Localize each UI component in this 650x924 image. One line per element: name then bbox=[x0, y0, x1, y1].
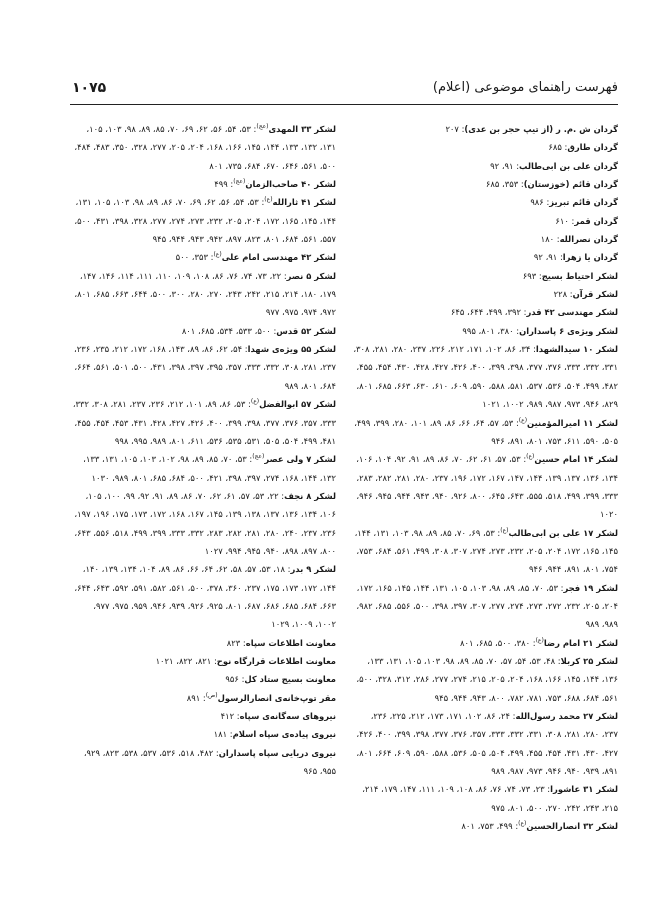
index-entry bbox=[70, 487, 336, 560]
entry-page-refs: ۴۸۲، ۵۱۸، ۵۳۶، ۵۳۷، ۵۳۸، ۸۲۳، ۹۲۹، ۹۵۵، ۹۶۵ bbox=[83, 747, 336, 777]
entry-page-refs: ۵۰۰، ۵۳۳، ۵۳۴، ۶۸۵، ۸۰۱ bbox=[181, 325, 271, 336]
header-rule bbox=[70, 104, 618, 105]
entry-name: معاونت اطلاعات قرارگاه نوح bbox=[216, 655, 336, 666]
page-header bbox=[70, 76, 618, 102]
entry-name: لشکر ۵۷ ابوالفضل bbox=[259, 399, 336, 410]
entry-separator: : bbox=[242, 344, 248, 355]
index-entry bbox=[352, 120, 618, 138]
entry-name: لشکر ۲۷ محمد رسول‌الله bbox=[515, 711, 618, 721]
index-entry bbox=[352, 414, 618, 451]
index-entry bbox=[352, 175, 618, 193]
entry-name: لشکر ویژه‌ی ۶ پاسداران bbox=[519, 325, 618, 336]
entry-separator: : bbox=[543, 197, 550, 208]
index-entry bbox=[70, 634, 336, 652]
index-entry bbox=[352, 340, 618, 413]
entry-separator: : bbox=[518, 179, 524, 190]
entry-page-refs: ۶۹۳ bbox=[522, 270, 537, 281]
entry-page-refs: ۱۸۰ bbox=[540, 234, 555, 245]
entry-honorific: (ع) bbox=[213, 251, 222, 259]
entry-page-refs: ۲۰۷ bbox=[445, 124, 459, 134]
running-title: فهرست راهنمای موضوعی (اعلام) bbox=[432, 80, 618, 95]
entry-name: لشکر ۲۵ کربلا bbox=[560, 655, 618, 666]
entry-separator: : bbox=[227, 179, 234, 190]
index-entry bbox=[352, 267, 618, 285]
entry-name: لشکر ۵۵ ویژه‌ی شهدا bbox=[247, 344, 336, 355]
index-entry bbox=[70, 340, 336, 395]
entry-name: نیروی دریایی سپاه پاسداران bbox=[218, 747, 336, 758]
entry-separator: : bbox=[561, 142, 568, 153]
entry-honorific: (ع) bbox=[250, 398, 260, 406]
entry-name: معاونت بسیج ستاد کل bbox=[244, 674, 336, 685]
entry-name: لشکر ۱۴ امام حسین bbox=[534, 454, 618, 465]
entry-separator: : bbox=[557, 582, 564, 593]
index-entry bbox=[352, 157, 618, 175]
entry-separator: : bbox=[234, 711, 240, 721]
index-entry bbox=[352, 817, 618, 835]
entry-name: گردان قائم تبریز bbox=[549, 197, 618, 208]
index-entry bbox=[352, 285, 618, 303]
entry-separator: : bbox=[281, 270, 287, 281]
entry-name: گردان نصرالله bbox=[559, 234, 618, 245]
entry-name: لشکر ۲۱ امام رضا bbox=[543, 637, 618, 648]
index-entry bbox=[352, 138, 618, 156]
entry-name: لشکر ۴۱ ثارالله bbox=[272, 197, 336, 208]
entry-separator: : bbox=[520, 307, 527, 318]
entry-name: لشکر ۴۰ صاحب‌الزمان bbox=[245, 179, 336, 190]
entry-separator: : bbox=[513, 325, 520, 336]
entry-separator: : bbox=[458, 124, 465, 134]
entry-page-refs: ۱۸۱ bbox=[213, 729, 228, 740]
index-entry bbox=[352, 707, 618, 780]
entry-page-refs: ۲۲۸ bbox=[553, 289, 568, 300]
entry-name: گردان طارق bbox=[567, 142, 618, 153]
entry-name: لشکر احتیاط بسیج bbox=[541, 270, 618, 281]
entry-honorific: (ص) bbox=[205, 691, 218, 699]
entry-honorific: (ع) bbox=[500, 526, 509, 534]
entry-name: گردان قمر bbox=[574, 215, 618, 226]
entry-name: لشکر ۹ بدر bbox=[290, 564, 336, 575]
entry-name: نیروهای سه‌گانه‌ی سپاه bbox=[239, 711, 336, 721]
entry-page-refs: ۴۱۲ bbox=[220, 711, 235, 721]
entry-page-refs: ۵۳، ۵۴، ۵۶، ۶۲، ۶۹، ۷۰، ۸۶، ۸۹، ۹۸، ۱۰۳، ۱۰۵، ۱۳۱، ۱۴۴، ۱۴۵، ۱۶۵، ۱۷۲، ۲۰۴، ۲۰۵، ۲۳۲، ۲۷۳، ۲۷۴، ۲۷۷، ۳۲۸، ۳۹۸، ۴۳۱، ۵۰۰، ۵۵۷، ۵۶۱، ۶۸۴، ۸۰۱، ۸۲۳، ۸۹۷، ۹۴۲، ۹۴۳، ۹۴۴، ۹۴۵ bbox=[74, 197, 336, 245]
index-entry bbox=[70, 267, 336, 322]
index-entry bbox=[352, 579, 618, 634]
entry-separator: : bbox=[200, 692, 206, 703]
entry-name: لشکر ۵۲ قدس bbox=[276, 325, 336, 336]
entry-separator: : bbox=[270, 325, 277, 336]
entry-page-refs: ۲۴، ۸۶، ۱۰۲، ۱۷۱، ۱۷۳، ۲۱۲، ۲۲۵، ۲۳۶، ۲۳۷، ۲۸۰، ۲۸۱، ۳۰۸، ۳۳۱، ۳۳۲، ۳۳۳، ۳۵۷، ۳۷۶، ۳۷۷، ۳۹۸، ۳۹۹، ۴۰۰، ۴۲۶، ۴۲۷، ۴۳۰، ۴۳۱، ۴۵۴، ۴۵۵، ۴۹۹، ۵۰۴، ۵۰۵، ۵۳۶، ۵۸۸، ۵۹۰، ۶۰۹، ۶۶۴، ۸۰۱، ۸۹۱، ۹۳۹، ۹۴۰، ۹۴۶، ۹۷۳، ۹۸۷، ۹۸۹ bbox=[356, 711, 618, 777]
entry-separator: : bbox=[520, 454, 527, 465]
index-entry bbox=[352, 193, 618, 211]
entry-page-refs: ۵۳، ۵۷، ۶۴، ۶۶، ۸۶، ۸۹، ۱۰۱، ۲۸۰، ۳۹۹، ۴۹۹، ۵۰۵، ۵۹۰، ۶۱۱، ۷۵۳، ۸۰۱، ۸۹۱، ۹۴۶ bbox=[354, 417, 618, 446]
index-entry bbox=[352, 652, 618, 707]
entry-page-refs: ۵۳، ۸۶، ۸۹، ۱۰۱، ۲۱۲، ۲۳۶، ۲۳۷، ۲۸۱، ۳۰۸، ۳۳۲، ۳۳۳، ۳۵۷، ۳۷۶، ۳۷۷، ۳۹۸، ۳۹۹، ۴۰۰، ۴۲۶، ۴۲۷، ۴۲۸، ۴۳۱، ۴۵۳، ۴۵۴، ۴۵۵، ۴۸۱، ۴۹۹، ۵۰۴، ۵۰۵، ۵۳۱، ۵۳۵، ۵۳۶، ۶۱۱، ۸۰۱، ۹۸۹، ۹۹۵، ۹۹۸ bbox=[72, 399, 336, 446]
index-entry bbox=[352, 322, 618, 340]
entry-page-refs: ۴۸، ۵۳، ۵۴، ۵۷، ۷۰، ۸۵، ۸۹، ۹۸، ۱۰۳، ۱۰۵، ۱۳۱، ۱۳۳، ۱۳۶، ۱۴۴، ۱۴۵، ۱۶۶، ۱۶۸، ۲۰۴، ۲۰۵، ۲۱۵، ۲۷۴، ۲۷۷، ۲۸۶، ۳۱۲، ۳۲۸، ۵۰۰، ۵۶۱، ۶۸۴، ۶۸۸، ۷۵۳، ۷۸۱، ۷۸۲، ۸۰۰، ۹۴۳، ۹۴۴، ۹۴۵ bbox=[356, 655, 618, 703]
entry-name: لشکر ۴۲ مهندسی امام علی bbox=[221, 252, 336, 263]
index-entry bbox=[70, 652, 336, 670]
entry-separator: : bbox=[284, 564, 291, 575]
entry-separator: : bbox=[555, 655, 561, 666]
entry-separator: : bbox=[494, 527, 501, 538]
index-entry bbox=[352, 303, 618, 321]
entry-separator: : bbox=[227, 729, 233, 740]
index-entry bbox=[352, 248, 618, 266]
entry-page-refs: ۳۸۰، ۵۰۰، ۶۸۵، ۸۰۱ bbox=[459, 637, 531, 648]
entry-separator: : bbox=[510, 711, 516, 721]
entry-separator: : bbox=[512, 821, 519, 832]
entry-name: لشکر مهندسی ۴۲ قدر bbox=[526, 307, 618, 318]
entry-separator: : bbox=[544, 784, 551, 795]
entry-separator: : bbox=[207, 252, 214, 263]
entry-page-refs: ۲۲، ۷۳، ۷۴، ۷۶، ۸۶، ۱۰۸، ۱۰۹، ۱۱۰، ۱۱۱، ۱۱۴، ۱۴۶، ۱۴۷، ۱۷۹، ۱۸۰، ۲۱۴، ۲۱۵، ۲۴۲، ۲۴۳، ۲۷۰، ۲۸۰، ۳۰۰، ۵۰۰، ۶۴۴، ۶۶۳، ۶۸۵، ۸۰۱، ۹۷۲، ۹۷۴، ۹۷۵، ۹۷۷ bbox=[74, 270, 336, 318]
entry-separator: : bbox=[213, 747, 219, 758]
entry-separator: : bbox=[258, 197, 265, 208]
entry-page-refs: ۴۹۹ bbox=[214, 179, 228, 190]
entry-page-refs: ۹۸۶ bbox=[530, 197, 544, 208]
index-entry bbox=[70, 689, 336, 707]
entry-separator: : bbox=[557, 252, 563, 263]
entry-name: لشکر ۳۳ المهدی bbox=[268, 124, 336, 134]
entry-page-refs: ۵۳، ۷۰، ۸۵، ۸۹، ۹۸، ۱۰۳، ۱۰۵، ۱۳۱، ۱۴۴، ۱۴۵، ۱۶۵، ۱۷۲، ۲۰۴، ۲۰۵، ۲۳۲، ۲۷۲، ۲۷۳، ۲۷۴، ۲۷۷، ۳۰۷، ۳۹۷، ۳۹۸، ۵۰۰، ۵۵۶، ۶۸۵، ۹۸۲، ۹۸۹، ۹۸۹ bbox=[356, 582, 618, 630]
index-entry bbox=[70, 248, 336, 266]
entry-honorific: (ع) bbox=[264, 196, 273, 204]
entry-honorific: (ع) bbox=[526, 453, 535, 461]
index-entry bbox=[352, 634, 618, 652]
entry-name: مقر توپ‌خانه‌ی انصارالرسول bbox=[217, 692, 336, 703]
entry-name: لشکر ۱۹ فجر bbox=[563, 582, 618, 593]
entry-name: لشکر ۱۰ سیدالشهدا bbox=[535, 344, 618, 355]
entry-page-refs: ۱۸، ۵۳، ۵۷، ۵۸، ۶۲، ۶۴، ۶۶، ۸۶، ۸۹، ۱۰۴، ۱۳۴، ۱۳۹، ۱۴۰، ۱۴۴، ۱۷۲، ۱۷۳، ۱۷۵، ۲۳۷، ۳۶۰، ۳۷۸، ۵۰۰، ۵۶۱، ۵۸۲، ۵۹۱، ۵۹۲، ۶۴۳، ۶۴۴، ۶۶۳، ۶۸۴، ۶۸۵، ۶۸۶، ۶۸۷، ۸۰۱، ۹۲۵، ۹۲۶، ۹۳۹، ۹۴۶، ۹۵۹، ۹۷۵، ۹۷۷، ۱۰۰۲، ۱۰۰۹، ۱۰۲۹ bbox=[74, 564, 336, 630]
entry-page-refs: ۴۹۹، ۷۵۳، ۸۰۱ bbox=[461, 821, 513, 832]
entry-separator: : bbox=[250, 124, 257, 134]
entry-page-refs: ۲۳، ۷۳، ۷۴، ۷۶، ۸۶، ۱۰۸، ۱۰۹، ۱۱۱، ۱۴۷، ۱۷۹، ۲۱۴، ۲۱۵، ۲۴۳، ۲۴۲، ۲۷۰، ۵۰۰، ۸۰۱، ۹۷۵ bbox=[362, 784, 618, 813]
entry-name: لشکر ۵ نصر bbox=[286, 270, 336, 281]
entry-name: لشکر ۱۷ علی بن ابی‌طالب bbox=[508, 527, 618, 538]
index-entry bbox=[70, 193, 336, 248]
entry-separator: : bbox=[246, 454, 253, 465]
entry-name: گردان یا زهرا bbox=[562, 252, 618, 263]
index-entry bbox=[352, 780, 618, 817]
entry-separator: : bbox=[238, 674, 245, 685]
index-entry bbox=[70, 175, 336, 193]
entry-separator: : bbox=[278, 490, 285, 501]
entry-separator: : bbox=[567, 289, 573, 300]
entry-name: لشکر ۳۱ عاشورا bbox=[550, 784, 618, 795]
entry-page-refs: ۹۱، ۹۲ bbox=[533, 252, 558, 263]
entry-honorific: (ع) bbox=[535, 636, 544, 644]
entry-honorific: (عج) bbox=[233, 178, 246, 186]
entry-separator: : bbox=[513, 160, 520, 171]
entry-page-refs: ۵۳، ۵۴، ۵۶، ۶۲، ۶۹، ۷۰، ۸۵، ۸۹، ۹۸، ۱۰۳، ۱۰۵، ۱۳۱، ۱۳۲، ۱۳۳، ۱۴۴، ۱۴۵، ۱۶۶، ۱۶۸، ۲۰۴، ۲۰۵، ۲۷۷، ۳۲۸، ۳۵۰، ۴۸۳، ۴۸۴، ۵۰۰، ۵۶۱، ۶۴۶، ۶۷۰، ۶۸۴، ۷۳۵، ۸۰۱ bbox=[74, 124, 336, 171]
entry-name: گردان ش .م. ر (از تیپ حجر بن عدی) bbox=[464, 124, 618, 134]
index-column-right bbox=[352, 120, 618, 835]
index-entry bbox=[70, 395, 336, 450]
entry-page-refs: ۳۸۰، ۸۰۱، ۹۹۵ bbox=[462, 325, 514, 336]
index-column-left bbox=[70, 120, 336, 780]
entry-separator: : bbox=[568, 215, 575, 226]
entry-page-refs: ۹۵۶ bbox=[225, 674, 239, 685]
entry-page-refs: ۸۲۳ bbox=[226, 637, 241, 648]
entry-page-refs: ۳۵۳، ۶۸۵ bbox=[485, 179, 519, 190]
entry-name: گردان قائم (خوزستان) bbox=[523, 179, 618, 190]
entry-page-refs: ۳۵۳، ۵۰۰ bbox=[175, 252, 208, 263]
index-entry bbox=[70, 560, 336, 633]
page-number: ۱۰۷۵ bbox=[72, 80, 107, 96]
index-entry bbox=[70, 670, 336, 688]
entry-honorific: (عج) bbox=[256, 123, 269, 131]
index-entry bbox=[352, 212, 618, 230]
entry-page-refs: ۹۱، ۹۲ bbox=[490, 160, 514, 171]
entry-name: لشکر ۳۲ انصارالحسین bbox=[526, 821, 618, 832]
entry-name: لشکر ۸ نجف bbox=[284, 490, 336, 501]
entry-page-refs: ۵۳، ۵۷، ۶۱، ۶۲، ۷۰، ۸۶، ۸۹، ۹۱، ۹۲، ۱۰۴، ۱۰۶، ۱۳۴، ۱۳۶، ۱۳۷، ۱۳۹، ۱۴۴، ۱۴۷، ۱۶۷، ۱۷۲، ۱۹۶، ۲۳۷، ۲۸۰، ۲۸۱، ۲۸۲، ۲۸۳، ۳۳۳، ۳۹۹، ۴۹۹، ۵۱۸، ۵۵۵، ۶۴۳، ۶۴۵، ۸۰۰، ۹۲۶، ۹۴۰، ۹۴۳، ۹۴۴، ۹۴۵، ۹۴۶، ۱۰۲۰ bbox=[356, 454, 618, 520]
entry-page-refs: ۵۳، ۷۰، ۸۵، ۸۹، ۹۸، ۱۰۲، ۱۰۳، ۱۰۵، ۱۳۱، ۱۳۳، ۱۳۲، ۱۴۴، ۱۶۸، ۲۷۴، ۳۹۷، ۳۹۸، ۴۲۱، ۵۰۰، ۶۸۴، ۶۸۵، ۸۰۱، ۹۸۹، ۱۰۳۰ bbox=[83, 454, 336, 483]
entry-page-refs: ۳۴، ۸۶، ۱۰۲، ۱۷۱، ۲۱۲، ۲۲۶، ۲۳۷، ۲۸۰، ۲۸۱، ۳۰۸، ۳۳۱، ۳۳۲، ۳۳۳، ۳۷۶، ۳۷۷، ۳۹۸، ۳۹۹، ۴۰۰، ۴۲۶، ۴۲۷، ۴۲۸، ۴۳۰، ۴۵۴، ۴۵۵، ۴۸۲، ۴۹۹، ۵۰۴، ۵۳۶، ۵۳۷، ۵۸۱، ۵۸۸، ۵۹۰، ۶۰۹، ۶۱۰، ۶۳۰، ۶۶۳، ۶۸۵، ۸۰۱، ۸۲۹، ۹۴۶، ۹۷۳، ۹۸۷، ۹۸۹، ۱۰۰۲، ۱۰۲۱ bbox=[353, 344, 618, 410]
index-entry bbox=[70, 707, 336, 725]
entry-page-refs: ۳۹۲، ۴۹۹، ۶۴۴، ۶۴۵ bbox=[450, 307, 521, 318]
index-entry bbox=[70, 725, 336, 743]
entry-honorific: (ع) bbox=[518, 416, 528, 424]
index-entry bbox=[352, 230, 618, 248]
entry-name: معاونت اطلاعات سپاه bbox=[245, 637, 336, 648]
entry-separator: : bbox=[530, 637, 536, 648]
entry-name: لشکر ۱۱ امیرالمؤمنین bbox=[527, 417, 618, 428]
entry-separator: : bbox=[211, 655, 217, 666]
entry-name: نیروی پیاده‌ی سپاه اسلام bbox=[232, 729, 336, 740]
entry-separator: : bbox=[554, 234, 560, 245]
entry-page-refs: ۸۲۱، ۸۲۲، ۱۰۲۱ bbox=[155, 655, 212, 666]
entry-page-refs: ۶۱۰ bbox=[555, 215, 569, 226]
entry-page-refs: ۵۳، ۶۹، ۷۰، ۸۵، ۸۹، ۹۸، ۱۰۳، ۱۳۱، ۱۴۴، ۱۴۵، ۱۶۵، ۱۷۲، ۲۰۴، ۲۰۵، ۲۳۲، ۲۷۳، ۲۷۴، ۳۰۷، ۳۰۸، ۴۹۹، ۵۶۱، ۶۸۴، ۷۵۳، ۷۵۴، ۸۰۱، ۸۹۱، ۹۴۴، ۹۴۶ bbox=[354, 527, 618, 575]
entry-page-refs: ۶۸۵ bbox=[548, 142, 562, 153]
index-entry bbox=[70, 744, 336, 781]
entry-name: گردان علی بن ابی‌طالب bbox=[519, 160, 618, 171]
entry-page-refs: ۵۴، ۶۲، ۸۶، ۸۹، ۱۴۳، ۱۶۸، ۱۷۲، ۲۱۲، ۲۳۵، ۲۳۶، ۲۳۷، ۲۸۱، ۳۰۸، ۳۳۲، ۳۳۳، ۳۵۷، ۳۹۵، ۳۹۷، ۳۹۸، ۴۳۱، ۵۰۰، ۵۰۱، ۵۶۱، ۶۶۴، ۶۸۴، ۸۰۱، ۹۸۹ bbox=[74, 344, 336, 391]
index-entry bbox=[70, 120, 336, 175]
entry-separator: : bbox=[536, 270, 542, 281]
entry-name: لشکر ۷ ولی عصر bbox=[264, 454, 336, 465]
index-entry bbox=[70, 322, 336, 340]
index-entry bbox=[352, 450, 618, 523]
entry-separator: : bbox=[530, 344, 536, 355]
entry-name: لشکر قرآن bbox=[572, 289, 618, 300]
index-entry bbox=[70, 450, 336, 487]
entry-honorific: (ع) bbox=[518, 820, 527, 828]
entry-separator: : bbox=[245, 399, 251, 410]
entry-separator: : bbox=[240, 637, 246, 648]
entry-honorific: (عج) bbox=[252, 453, 265, 461]
entry-page-refs: ۲۲، ۵۳، ۵۷، ۶۱، ۶۲، ۷۰، ۸۶، ۸۹، ۹۱، ۹۲، ۹۹، ۱۰۰، ۱۰۵، ۱۰۶، ۱۳۴، ۱۳۶، ۱۳۷، ۱۳۸، ۱۳۹، ۱۴۵، ۱۶۷، ۱۶۸، ۱۷۲، ۱۷۳، ۱۷۵، ۱۹۶، ۱۹۷، ۲۳۶، ۲۳۷، ۲۴۰، ۲۸۰، ۲۸۱، ۲۸۲، ۲۸۳، ۳۳۲، ۳۳۳، ۳۹۹، ۴۹۹، ۵۱۸، ۵۵۶، ۶۴۳، ۸۰۰، ۸۹۷، ۸۹۸، ۹۴۰، ۹۴۵، ۹۹۴، ۱۰۲۷ bbox=[74, 490, 336, 556]
entry-separator: : bbox=[513, 417, 519, 428]
index-entry bbox=[352, 524, 618, 579]
entry-page-refs: ۸۹۱ bbox=[186, 692, 201, 703]
